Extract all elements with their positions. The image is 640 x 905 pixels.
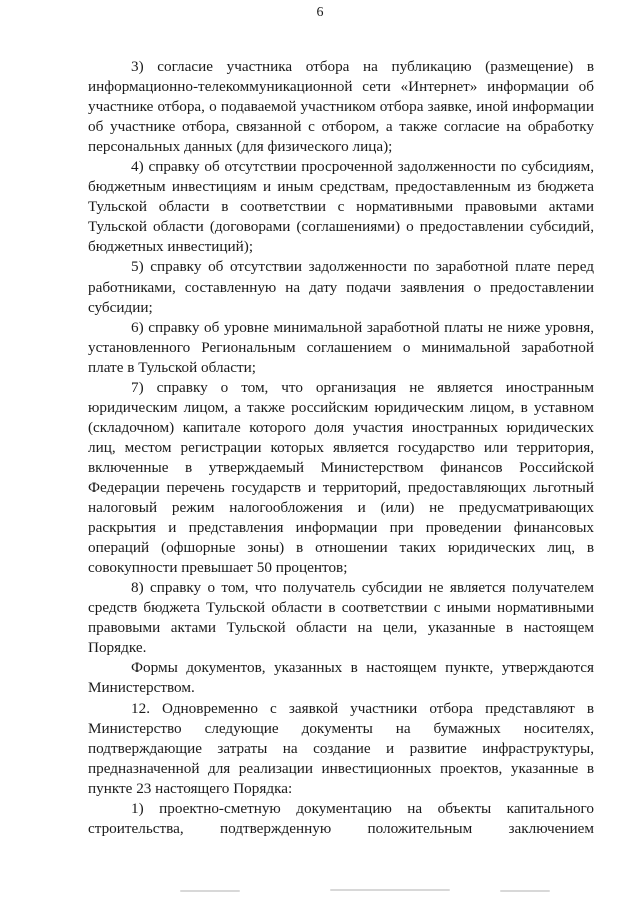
paragraph-item-6-minimum-wage-certificate: 6) справку об уровне минимальной заработной платы не ниже уровня, установленного Региональным соглашением о минимальной заработной плате в Тульской области; xyxy=(88,318,594,376)
page-number: 6 xyxy=(316,5,324,20)
document-body xyxy=(88,57,594,839)
paragraph-section-12-item-1: 1) проектно-сметную документацию на объекты капитального строительства, подтвержденную положительным заключением xyxy=(88,799,594,837)
paragraph-section-12: 12. Одновременно с заявкой участники отбора представляют в Министерство следующие документы на бумажных носителях, подтверждающие затраты на создание и развитие инфраструктуры, предназначенной для реализации инвестиционных проектов, указанные в пункте 23 настоящего Порядка: xyxy=(88,699,594,797)
paragraph-item-3-consent: 3) согласие участника отбора на публикацию (размещение) в информационно-телекоммуникационной сети «Интернет» информации об участнике отбора, о подаваемой участником отбора заявке, иной информации об участнике отбора, связанной с отбором, а также согласие на обработку персональных данных (для физического лица); xyxy=(88,58,594,156)
scan-artifact xyxy=(500,890,550,892)
paragraph-item-4-overdue-debt-certificate: 4) справку об отсутствии просроченной задолженности по субсидиям, бюджетным инвестициям и иным средствам, предоставленным из бюджета Тульской области в соответствии с нормативными правовыми актами Тульской области (договорами (соглашениями) о предоставлении субсидий, бюджетных инвестиций); xyxy=(88,158,594,256)
paragraph-item-8-budget-recipient-certificate: 8) справку о том, что получатель субсидии не является получателем средств бюджета Тульской области в соответствии с иными нормативными правовыми актами Тульской области на цели, указанные в настоящем Порядке. xyxy=(88,579,594,657)
scan-artifact xyxy=(330,889,450,891)
paragraph-item-7-foreign-entity-certificate: 7) справку о том, что организация не является иностранным юридическим лицом, а также российским юридическим лицом, в уставном (складочном) капитале которого доля участия иностранных юридических лиц, местом регистрации которых является государство или территория, включенные в утверждаемый Министерством финансов Российской Федерации перечень государств и территорий, предоставляющих льготный налоговый режим налогообложения и (или) не предусматривающих раскрытия и представления информации при проведении финансовых операций (офшорные зоны) в отношении таких юридических лиц, в совокупности превышает 50 процентов; xyxy=(88,378,594,577)
paragraph-forms-approval: Формы документов, указанных в настоящем пункте, утверждаются Министерством. xyxy=(88,659,594,697)
paragraph-item-5-wage-arrears-certificate: 5) справку об отсутствии задолженности по заработной плате перед работниками, составленную на дату подачи заявления о предоставлении субсидии; xyxy=(88,258,594,316)
scan-artifact xyxy=(180,890,240,892)
